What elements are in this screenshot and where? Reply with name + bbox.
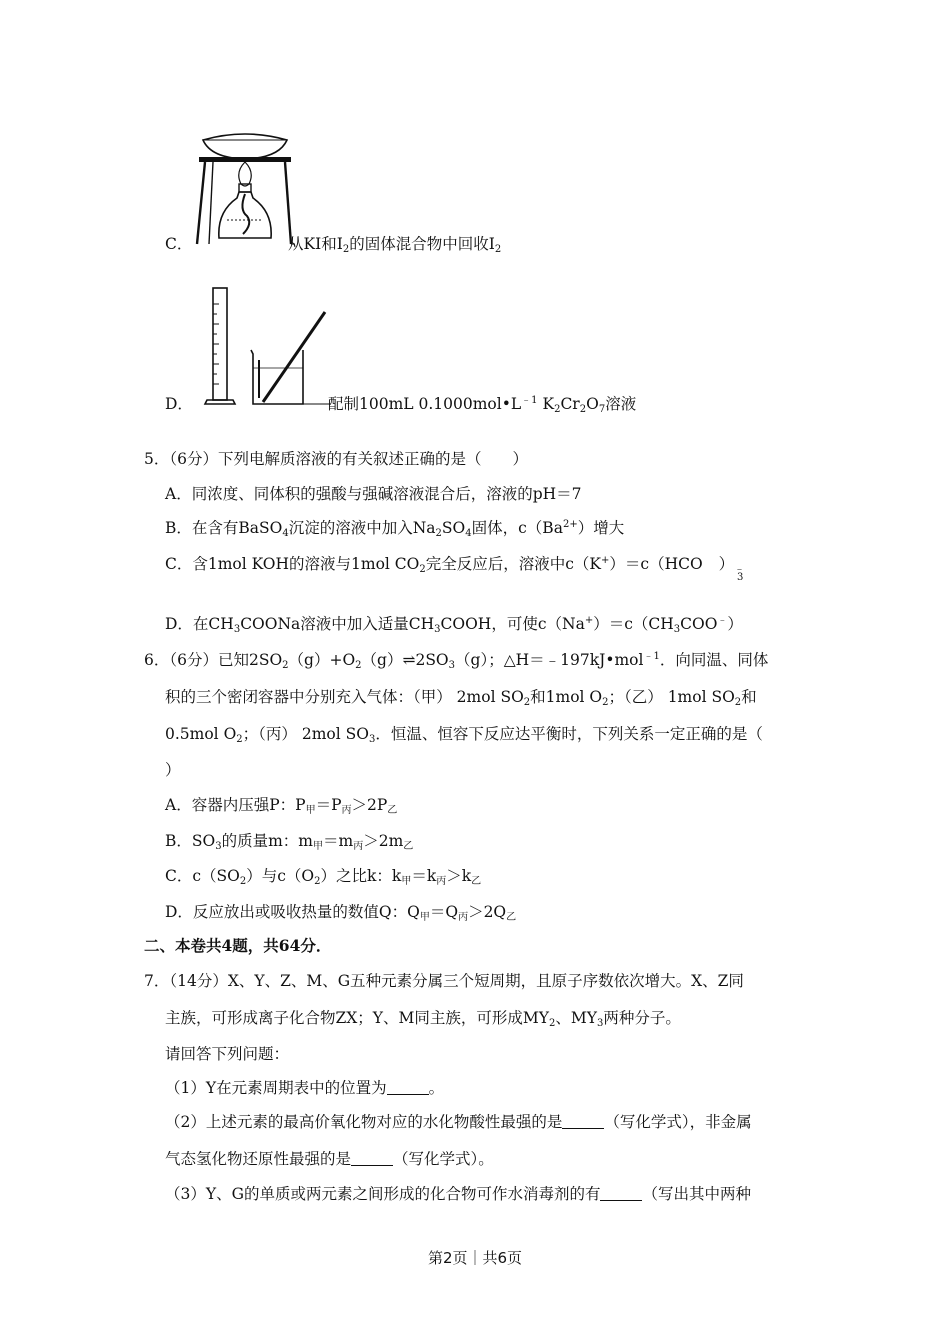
- q4-option-d-text: 配制100mL $0.1000mol•L^{﹣1}$ $K_2Cr_2O_7$溶液: [328, 395, 637, 415]
- evaporation-apparatus-diagram: [195, 132, 295, 247]
- q5-stem: 5．（6分）下列电解质溶液的有关叙述正确的是（ ）: [144, 450, 528, 468]
- q6-stem-line1: 6．（6分）已知$2SO_2(g)+O_2(g)\rightleftharpoons 2SO_3(g)$；△H＝﹣197kJ•mol$^{﹣1}$．向同温、同体: [144, 651, 769, 671]
- q4-option-d: [165, 392, 193, 414]
- q4-c-label: C．: [165, 235, 193, 253]
- answer-blank[interactable]: [351, 1151, 393, 1166]
- q7-part1: （1）Y在元素周期表中的位置为 。: [165, 1079, 445, 1097]
- q6-option-b: B．$SO_3$的质量m：$m_甲=m_丙>2m_乙$: [165, 832, 414, 852]
- q6-option-d: D．反应放出或吸收热量的数值Q：$Q_甲=Q_丙>2Q_乙$: [165, 903, 517, 923]
- q5-option-b: B．在含有BaSO$_4$沉淀的溶液中加入$Na_2SO_4$固体，$c(Ba^{2+})$增大: [165, 519, 625, 539]
- q7-part2-line1: （2）上述元素的最高价氧化物对应的水化物酸性最强的是 （写化学式），非金属: [165, 1113, 752, 1131]
- q6-stem-line3: 0.5mol $O_2$；（丙） 2mol $SO_3$．恒温、恒容下反应达平衡时，下列关系一定正确的是（: [165, 725, 763, 745]
- q6-option-c: C．$c(SO_2)$与$c(O_2)$之比k：$k_甲=k_丙>k_乙$: [165, 867, 482, 887]
- solution-preparation-diagram: [203, 284, 333, 406]
- q6-stem-line4: ）: [165, 761, 181, 779]
- q5-option-c: C．含1mol KOH的溶液与1mol $CO_2$完全反应后，溶液中c（K+）＝c（HCO ）: [165, 555, 735, 575]
- q7-instruction: 请回答下列问题：: [165, 1045, 290, 1063]
- q4-option-c: [165, 232, 192, 254]
- q5-c-charge: ﹣: [734, 562, 745, 575]
- q7-part3: （3）Y、G的单质或两元素之间形成的化合物可作水消毒剂的有 （写出其中两种: [165, 1185, 751, 1203]
- q4-option-c-text: 从KI和$I_2$的固体混合物中回收$I_2$: [288, 235, 502, 255]
- q7-stem-line2: 主族，可形成离子化合物ZX；Y、M同主族，可形成$MY_2$、$MY_3$两种分子。: [165, 1009, 681, 1029]
- section-heading: 二、本卷共4题，共64分．: [144, 936, 332, 955]
- q7-part2-line2: 气态氢化物还原性最强的是 （写化学式）。: [165, 1150, 494, 1168]
- answer-blank[interactable]: [562, 1114, 604, 1129]
- q4-d-label: D．: [165, 395, 193, 413]
- page-footer: 第2页｜共6页: [427, 1249, 523, 1267]
- answer-blank[interactable]: [387, 1080, 429, 1095]
- q7-stem-line1: 7．（14分）X、Y、Z、M、G五种元素分属三个短周期，且原子序数依次增大。X、Z同: [144, 972, 744, 990]
- q5-c-subscript: 3: [737, 572, 744, 583]
- q6-stem-line2: 积的三个密闭容器中分别充入气体：（甲） 2mol $SO_2$和1mol $O_2$；（乙） 1mol $SO_2$和: [165, 688, 757, 708]
- q6-option-a: A．容器内压强P：$P_甲=P_丙>2P_乙$: [165, 796, 398, 816]
- answer-blank[interactable]: [600, 1186, 642, 1201]
- q5-option-a: A．同浓度、同体积的强酸与强碱溶液混合后，溶液的pH＝7: [165, 485, 582, 503]
- q5-option-d: D．在$CH_3COONa$溶液中加入适量$CH_3COOH$，可使$c(Na^+)=c(CH_3COO^﹣)$: [165, 615, 743, 635]
